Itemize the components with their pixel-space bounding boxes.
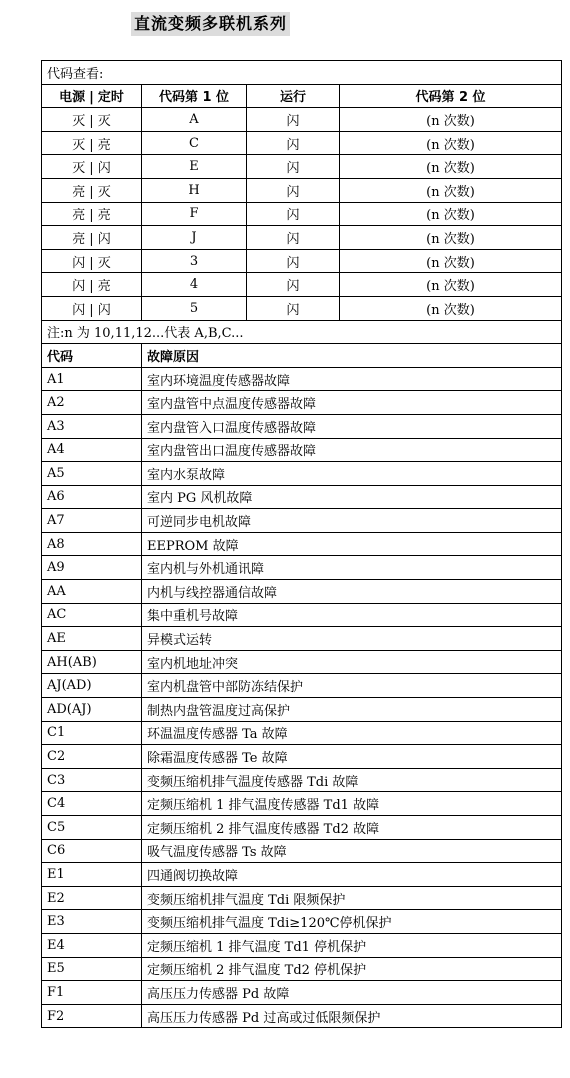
header-power: 电源 — [59, 90, 86, 106]
code1-cell: 4 — [142, 273, 247, 297]
fault-code: A9 — [42, 556, 142, 580]
fault-row — [42, 603, 562, 627]
fault-code: E4 — [42, 933, 142, 957]
run-cell: 闪 — [247, 108, 340, 132]
fault-cause: 四通阀切换故障 — [142, 863, 562, 887]
fault-code: A7 — [42, 509, 142, 533]
fault-cause: 室内机与外机通讯障 — [142, 556, 562, 580]
header-cause: 故障原因 — [142, 344, 562, 368]
fault-cause: 变频压缩机排气温度 Tdi≥120℃停机保护 — [142, 910, 562, 934]
fault-code: A5 — [42, 462, 142, 486]
fault-cause: 室内盘管中点温度传感器故障 — [142, 391, 562, 415]
power-timer-cell — [42, 202, 142, 226]
separator: | — [89, 231, 94, 247]
lookup-row — [42, 249, 562, 273]
code2-cell: (n 次数) — [340, 131, 562, 155]
fault-code: AJ(AD) — [42, 674, 142, 698]
document-title: 直流变频多联机系列 — [131, 12, 290, 36]
fault-code: AC — [42, 603, 142, 627]
code2-cell: (n 次数) — [340, 155, 562, 179]
lookup-row — [42, 296, 562, 320]
fault-cause: 室内盘管入口温度传感器故障 — [142, 414, 562, 438]
fault-row — [42, 816, 562, 840]
separator: | — [89, 90, 94, 106]
fault-cause: 室内 PG 风机故障 — [142, 485, 562, 509]
lookup-row — [42, 155, 562, 179]
power-timer-cell — [42, 296, 142, 320]
fault-row — [42, 391, 562, 415]
fault-row — [42, 509, 562, 533]
power-timer-cell — [42, 226, 142, 250]
separator: | — [89, 113, 94, 129]
run-cell: 闪 — [247, 202, 340, 226]
run-cell: 闪 — [247, 131, 340, 155]
separator: | — [89, 279, 94, 295]
run-cell: 闪 — [247, 273, 340, 297]
fault-row — [42, 957, 562, 981]
fault-row — [42, 745, 562, 769]
fault-cause: 制热内盘管温度过高保护 — [142, 698, 562, 722]
separator: | — [89, 302, 94, 318]
fault-header-row — [42, 344, 562, 368]
fault-cause: 定频压缩机 2 排气温度 Td2 停机保护 — [142, 957, 562, 981]
fault-cause: 室内环境温度传感器故障 — [142, 367, 562, 391]
code1-cell: F — [142, 202, 247, 226]
fault-row — [42, 910, 562, 934]
power-timer-cell — [42, 108, 142, 132]
fault-row — [42, 933, 562, 957]
fault-cause: 高压压力传感器 Pd 故障 — [142, 981, 562, 1005]
fault-code: C5 — [42, 816, 142, 840]
fault-row — [42, 650, 562, 674]
fault-cause: 室内盘管出口温度传感器故障 — [142, 438, 562, 462]
power-timer-cell — [42, 273, 142, 297]
fault-cause: 室内水泵故障 — [142, 462, 562, 486]
code1-cell: H — [142, 178, 247, 202]
fault-cause: 定频压缩机 1 排气温度传感器 Td1 故障 — [142, 792, 562, 816]
fault-code: C4 — [42, 792, 142, 816]
fault-cause: 可逆同步电机故障 — [142, 509, 562, 533]
code2-cell: (n 次数) — [340, 249, 562, 273]
separator: | — [89, 161, 94, 177]
power-state: 亮 — [72, 231, 86, 247]
run-cell: 闪 — [247, 155, 340, 179]
lookup-row — [42, 131, 562, 155]
fault-cause: 定频压缩机 1 排气温度 Td1 停机保护 — [142, 933, 562, 957]
code1-cell: 5 — [142, 296, 247, 320]
fault-code: C3 — [42, 768, 142, 792]
fault-code: A8 — [42, 532, 142, 556]
fault-cause: 吸气温度传感器 Ts 故障 — [142, 839, 562, 863]
timer-state: 亮 — [97, 279, 111, 295]
code2-cell: (n 次数) — [340, 108, 562, 132]
separator: | — [89, 184, 94, 200]
fault-row — [42, 462, 562, 486]
power-state: 闪 — [72, 302, 86, 318]
power-state: 亮 — [72, 184, 86, 200]
fault-cause: 室内机地址冲突 — [142, 650, 562, 674]
power-timer-cell — [42, 249, 142, 273]
power-timer-cell — [42, 178, 142, 202]
power-state: 闪 — [72, 279, 86, 295]
timer-state: 灭 — [97, 184, 111, 200]
power-state: 闪 — [72, 255, 86, 271]
lookup-row — [42, 178, 562, 202]
code1-cell: C — [142, 131, 247, 155]
separator: | — [89, 208, 94, 224]
power-timer-cell — [42, 131, 142, 155]
fault-row — [42, 886, 562, 910]
fault-row — [42, 414, 562, 438]
fault-code: C6 — [42, 839, 142, 863]
code2-cell: (n 次数) — [340, 202, 562, 226]
code2-cell: (n 次数) — [340, 296, 562, 320]
fault-code: A2 — [42, 391, 142, 415]
fault-cause: EEPROM 故障 — [142, 532, 562, 556]
power-timer-cell — [42, 155, 142, 179]
fault-cause: 定频压缩机 2 排气温度传感器 Td2 故障 — [142, 816, 562, 840]
header-run: 运行 — [247, 84, 340, 108]
separator: | — [89, 255, 94, 271]
timer-state: 闪 — [97, 161, 111, 177]
lookup-row — [42, 108, 562, 132]
fault-code: A4 — [42, 438, 142, 462]
header-code1: 代码第 1 位 — [142, 84, 247, 108]
fault-code: AA — [42, 580, 142, 604]
fault-code: AH(AB) — [42, 650, 142, 674]
fault-row — [42, 863, 562, 887]
fault-row — [42, 367, 562, 391]
lookup-row — [42, 226, 562, 250]
separator: | — [89, 137, 94, 153]
fault-row — [42, 981, 562, 1005]
header-code2: 代码第 2 位 — [340, 84, 562, 108]
lookup-header-row — [42, 84, 562, 108]
fault-cause: 除霜温度传感器 Te 故障 — [142, 745, 562, 769]
run-cell: 闪 — [247, 296, 340, 320]
code1-cell: 3 — [142, 249, 247, 273]
fault-code: A1 — [42, 367, 142, 391]
fault-row — [42, 556, 562, 580]
power-state: 灭 — [72, 161, 86, 177]
power-state: 亮 — [72, 208, 86, 224]
lookup-note: 注:n 为 10,11,12...代表 A,B,C... — [42, 320, 562, 344]
fault-row — [42, 698, 562, 722]
fault-cause: 变频压缩机排气温度 Tdi 限频保护 — [142, 886, 562, 910]
fault-code: A6 — [42, 485, 142, 509]
fault-row — [42, 792, 562, 816]
header-code: 代码 — [42, 344, 142, 368]
code2-cell: (n 次数) — [340, 226, 562, 250]
lookup-row — [42, 202, 562, 226]
fault-code: E2 — [42, 886, 142, 910]
fault-code: E3 — [42, 910, 142, 934]
fault-code: E5 — [42, 957, 142, 981]
fault-cause: 异模式运转 — [142, 627, 562, 651]
code1-cell: J — [142, 226, 247, 250]
fault-code: E1 — [42, 863, 142, 887]
header-power-timer — [42, 84, 142, 108]
run-cell: 闪 — [247, 226, 340, 250]
power-state: 灭 — [72, 113, 86, 129]
fault-cause: 高压压力传感器 Pd 过高或过低限频保护 — [142, 1004, 562, 1028]
note-row — [42, 320, 562, 344]
fault-row — [42, 532, 562, 556]
fault-code: F1 — [42, 981, 142, 1005]
timer-state: 亮 — [97, 208, 111, 224]
fault-row — [42, 839, 562, 863]
fault-code-table — [41, 60, 562, 1028]
fault-row — [42, 721, 562, 745]
fault-code: C1 — [42, 721, 142, 745]
code2-cell: (n 次数) — [340, 178, 562, 202]
fault-row — [42, 485, 562, 509]
fault-row — [42, 768, 562, 792]
fault-code: F2 — [42, 1004, 142, 1028]
fault-row — [42, 1004, 562, 1028]
fault-row — [42, 438, 562, 462]
fault-cause: 变频压缩机排气温度传感器 Tdi 故障 — [142, 768, 562, 792]
timer-state: 灭 — [97, 113, 111, 129]
run-cell: 闪 — [247, 178, 340, 202]
header-timer: 定时 — [97, 90, 124, 106]
fault-cause: 集中重机号故障 — [142, 603, 562, 627]
timer-state: 闪 — [97, 231, 111, 247]
fault-code: A3 — [42, 414, 142, 438]
fault-cause: 室内机盘管中部防冻结保护 — [142, 674, 562, 698]
run-cell: 闪 — [247, 249, 340, 273]
timer-state: 闪 — [97, 302, 111, 318]
power-state: 灭 — [72, 137, 86, 153]
fault-code: C2 — [42, 745, 142, 769]
timer-state: 亮 — [97, 137, 111, 153]
code1-cell: E — [142, 155, 247, 179]
fault-cause: 内机与线控器通信故障 — [142, 580, 562, 604]
timer-state: 灭 — [97, 255, 111, 271]
fault-code: AD(AJ) — [42, 698, 142, 722]
fault-cause: 环温温度传感器 Ta 故障 — [142, 721, 562, 745]
lookup-row — [42, 273, 562, 297]
code1-cell: A — [142, 108, 247, 132]
fault-code: AE — [42, 627, 142, 651]
code2-cell: (n 次数) — [340, 273, 562, 297]
lookup-label: 代码查看: — [42, 61, 562, 85]
fault-row — [42, 627, 562, 651]
fault-row — [42, 674, 562, 698]
fault-row — [42, 580, 562, 604]
